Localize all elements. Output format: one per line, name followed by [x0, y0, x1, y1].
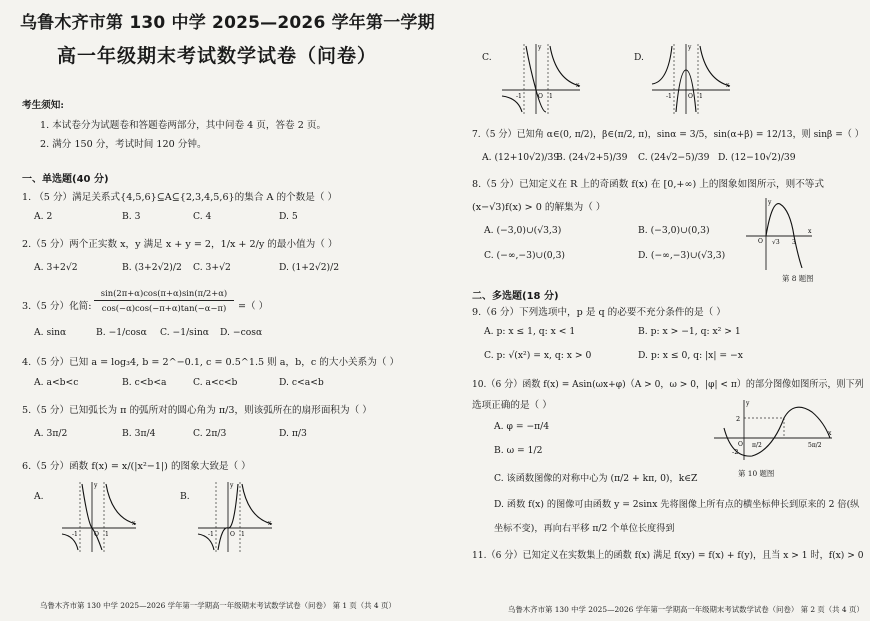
label-origin: O [94, 531, 99, 538]
label-y: y [768, 199, 772, 206]
label-y: y [746, 400, 750, 407]
q1-option-d: D. 5 [279, 211, 298, 222]
q3-denominator: cos(−α)cos(−π+α)tan(−α−π) [101, 303, 227, 313]
label-x: x [132, 520, 136, 527]
label-neg-one: -1 [208, 531, 214, 538]
q7-option-c: C. (24√2−5)/39 [638, 152, 710, 163]
q3-option-a: A. sinα [34, 327, 67, 338]
q8-graph [744, 196, 814, 272]
q4-option-d: D. c<a<b [279, 377, 324, 388]
footer-page-2: 乌鲁木齐市第 130 中学 2025—2026 学年第一学期高一年级期末考试数学试卷（问卷） 第 2 页（共 4 页） [508, 605, 864, 614]
question-1-stem: 1. （5 分）满足关系式{4,5,6}⊆A⊆{2,3,4,5,6}的集合 A 的个数是（ ） [22, 192, 338, 203]
q5-option-a: A. 3π/2 [34, 428, 68, 439]
q3-numerator: sin(2π+α)cos(π+α)sin(π/2+α) [94, 288, 234, 301]
q4-option-b: B. c<b<a [122, 377, 167, 388]
label-one: 1 [699, 93, 703, 100]
q6-option-d: D. [634, 52, 644, 63]
question-2-stem: 2.（5 分）两个正实数 x，y 满足 x + y = 2，1/x + 2/y 的最小值为（ ） [22, 239, 338, 250]
question-5-stem: 5.（5 分）已知弧长为 π 的弧所对的圆心角为 π/3，则该弧所在的扇形面积为（ ） [22, 405, 372, 416]
q5-option-c: C. 2π/3 [193, 428, 227, 439]
label-y: y [688, 44, 692, 51]
label-pi-over-2: π/2 [752, 442, 762, 449]
q6-graph-b [196, 478, 276, 554]
q6-option-a: A. [34, 491, 44, 502]
question-3-stem: 3.（5 分）化简: [22, 301, 92, 312]
q9-option-d: D. p: x ≤ 0, q: |x| = −x [638, 350, 743, 361]
question-7-stem: 7.（5 分）已知角 α∈(0, π/2)，β∈(π/2, π)，sinα = 3/5，sin(α+β) = 12/13，则 sinβ =（ ） [472, 129, 864, 140]
q8-option-d: D. (−∞,−3)∪(√3,3) [638, 250, 726, 261]
q5-option-d: D. π/3 [279, 428, 307, 439]
label-neg-one: -1 [516, 93, 522, 100]
q6-option-c: C. [482, 52, 492, 63]
notice-heading: 考生须知: [22, 100, 64, 111]
q2-option-c: C. 3+√2 [193, 262, 231, 273]
label-neg-one: -1 [666, 93, 672, 100]
label-origin: O [758, 238, 763, 245]
q4-option-c: C. a<c<b [193, 377, 238, 388]
label-x: x [268, 520, 272, 527]
q6-graph-c [500, 40, 584, 116]
q6-graph-d [650, 40, 734, 116]
q2-option-b: B. (3+2√2)/2 [122, 262, 182, 273]
q7-option-d: D. (12−10√2)/39 [718, 152, 796, 163]
label-x: x [576, 82, 580, 89]
label-neg-one: -1 [72, 531, 78, 538]
question-8-stem: 8.（5 分）已知定义在 R 上的奇函数 f(x) 在 [0,+∞) 上的图象如图所示，则不等式 [472, 179, 824, 190]
page-2 [450, 0, 870, 621]
q3-stem-end: =（ ） [238, 301, 269, 312]
q1-option-a: A. 2 [34, 211, 53, 222]
q8-option-b: B. (−3,0)∪(0,3) [638, 225, 710, 236]
curve-left [652, 46, 672, 84]
q2-option-d: D. (1+2√2)/2 [279, 262, 340, 273]
label-three: 3 [792, 239, 796, 246]
curve-right [242, 484, 272, 524]
question-4-stem: 4.（5 分）已知 a = log₃4, b = 2^−0.1, c = 0.5^1.5 则 a，b，c 的大小关系为（ ） [22, 357, 400, 368]
q1-option-c: C. 4 [193, 211, 212, 222]
label-one: 1 [241, 531, 245, 538]
label-5pi-over-2: 5π/2 [808, 442, 822, 449]
notice-item-1: 1. 本试卷分为试题卷和答题卷两部分，其中问卷 4 页，答卷 2 页。 [40, 120, 327, 131]
q8-option-a: A. (−3,0)∪(√3,3) [484, 225, 562, 236]
question-10-stem-2: 选项正确的是（ ） [472, 400, 552, 411]
q10-option-d: D. 函数 f(x) 的图像可由函数 y = 2sinx 先将图像上所有点的横坐标伸长到原来的 2 倍(纵 [494, 499, 860, 510]
q10-option-c: C. 该函数图像的对称中心为 (π/2 + kπ, 0)，k∈Z [494, 473, 698, 484]
curve-right [106, 484, 136, 524]
label-two: 2 [736, 415, 741, 423]
curve-right [550, 46, 580, 86]
q8-figure-caption: 第 8 题图 [782, 274, 814, 283]
title-line-1: 乌鲁木齐市第 130 中学 2025—2026 学年第一学期 [20, 13, 435, 33]
label-one: 1 [105, 531, 109, 538]
q3-option-b: B. −1/cosα [96, 327, 147, 338]
label-origin: O [230, 531, 235, 538]
q1-option-b: B. 3 [122, 211, 141, 222]
question-11-stem: 11.（6 分）已知定义在实数集上的函数 f(x) 满足 f(xy) = f(x) + f(y)，且当 x > 1 时，f(x) > 0 [472, 550, 864, 561]
section-single-choice: 一、单选题(40 分) [22, 174, 109, 185]
question-6-stem: 6.（5 分）函数 f(x) = x/(|x²−1|) 的图象大致是（ ） [22, 461, 251, 472]
label-origin: O [688, 93, 693, 100]
label-origin: O [738, 441, 743, 448]
footer-page-1: 乌鲁木齐市第 130 中学 2025—2026 学年第一学期高一年级期末考试数学试卷（问卷） 第 1 页（共 4 页） [40, 601, 396, 610]
q8-option-c: C. (−∞,−3)∪(0,3) [484, 250, 566, 261]
q3-fraction [94, 288, 234, 313]
q5-option-b: B. 3π/4 [122, 428, 156, 439]
label-x: x [828, 430, 832, 437]
notice-item-2: 2. 满分 150 分，考试时间 120 分钟。 [40, 139, 207, 150]
label-y: y [538, 44, 542, 51]
section-multi-choice: 二、多选题(18 分) [472, 291, 559, 302]
q7-option-a: A. (12+10√2)/39 [482, 152, 560, 163]
q7-option-b: B. (24√2+5)/39 [556, 152, 628, 163]
q10-option-a: A. φ = −π/4 [494, 421, 550, 432]
q9-option-a: A. p: x ≤ 1, q: x < 1 [484, 326, 576, 337]
label-y: y [94, 482, 98, 489]
question-8-stem-2: (x−√3)f(x) > 0 的解集为（ ） [472, 202, 606, 213]
label-origin: O [538, 93, 543, 100]
q2-option-a: A. 3+2√2 [34, 262, 78, 273]
question-10-stem: 10.（6 分）函数 f(x) = Asin(ωx+φ)（A > 0，ω > 0，|φ| < π）的部分图像如图所示，则下列 [472, 379, 864, 390]
label-x: x [808, 228, 812, 235]
q9-option-b: B. p: x > −1, q: x² > 1 [638, 326, 741, 337]
q6-option-b: B. [180, 491, 190, 502]
question-9-stem: 9.（6 分）下列选项中，p 是 q 的必要不充分条件的是（ ） [472, 307, 726, 318]
q4-option-a: A. a<b<c [34, 377, 79, 388]
label-y: y [230, 482, 234, 489]
q3-option-c: C. −1/sinα [160, 327, 209, 338]
curve-right [700, 46, 730, 86]
label-neg-two: -2 [732, 448, 739, 456]
title-line-2: 高一年级期末考试数学试卷（问卷） [57, 45, 378, 67]
q10-graph [712, 398, 834, 462]
q10-option-b: B. ω = 1/2 [494, 445, 543, 456]
q10-option-d-line-2: 坐标不变)，再向右平移 π/2 个单位长度得到 [494, 523, 675, 534]
q3-option-d: D. −cosα [220, 327, 263, 338]
label-root3: √3 [772, 239, 780, 246]
label-x: x [726, 82, 730, 89]
q6-graph-a [60, 478, 140, 554]
q9-option-c: C. p: √(x²) = x, q: x > 0 [484, 350, 592, 361]
label-one: 1 [549, 93, 553, 100]
q10-figure-caption: 第 10 题图 [738, 469, 775, 478]
